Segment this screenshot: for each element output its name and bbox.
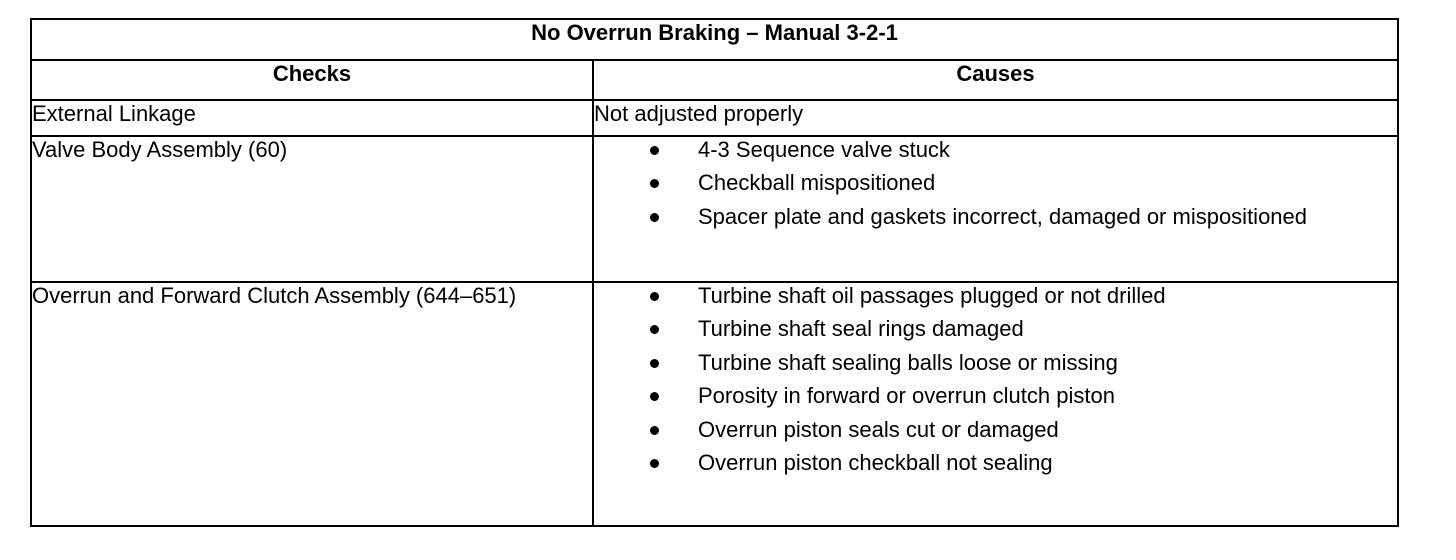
checks-header: Checks (31, 60, 593, 100)
cause-text: Overrun piston checkball not sealing (698, 449, 1053, 475)
causes-header: Causes (593, 60, 1398, 100)
check-cell: Valve Body Assembly (60) (31, 136, 593, 282)
list-item (594, 450, 1397, 483)
table-row (31, 282, 1398, 526)
list-item (594, 204, 1397, 237)
cause-text: Checkball mispositioned (698, 170, 936, 196)
cause-text: Overrun piston seals cut or damaged (698, 416, 1059, 442)
list-item (594, 350, 1397, 383)
table-row (31, 100, 1398, 136)
table-title: No Overrun Braking – Manual 3-2-1 (31, 19, 1398, 60)
list-item (594, 417, 1397, 450)
header-row (31, 60, 1398, 100)
bullet-icon (650, 325, 659, 334)
list-item (594, 137, 1397, 170)
cause-text: Porosity in forward or overrun clutch piston (698, 383, 1115, 409)
cause-text: 4-3 Sequence valve stuck (698, 137, 950, 162)
cause-list (594, 137, 1397, 237)
list-item (594, 383, 1397, 416)
bullet-icon (650, 179, 659, 188)
list-item (594, 316, 1397, 349)
bullet-icon (650, 146, 659, 155)
diagnostic-table (30, 18, 1399, 527)
cause-list (594, 283, 1397, 483)
cause-text: Turbine shaft sealing balls loose or missing (698, 349, 1118, 375)
bullet-icon (650, 426, 659, 435)
check-cell: Overrun and Forward Clutch Assembly (644–651) (31, 282, 593, 526)
cause-list-cell (593, 136, 1398, 282)
cause-text: Turbine shaft oil passages plugged or not drilled (698, 283, 1166, 308)
cause-cell: Not adjusted properly (593, 100, 1398, 136)
cause-text: Turbine shaft seal rings damaged (698, 316, 1024, 342)
bullet-icon (650, 292, 659, 301)
table-row (31, 136, 1398, 282)
bullet-icon (650, 213, 659, 222)
cause-list-cell (593, 282, 1398, 526)
cause-text: Spacer plate and gaskets incorrect, damaged or mispositioned (698, 203, 1308, 229)
bullet-icon (650, 359, 659, 368)
list-item (594, 283, 1397, 316)
title-row (31, 19, 1398, 60)
check-cell: External Linkage (31, 100, 593, 136)
bullet-icon (650, 459, 659, 468)
bullet-icon (650, 392, 659, 401)
list-item (594, 170, 1397, 203)
